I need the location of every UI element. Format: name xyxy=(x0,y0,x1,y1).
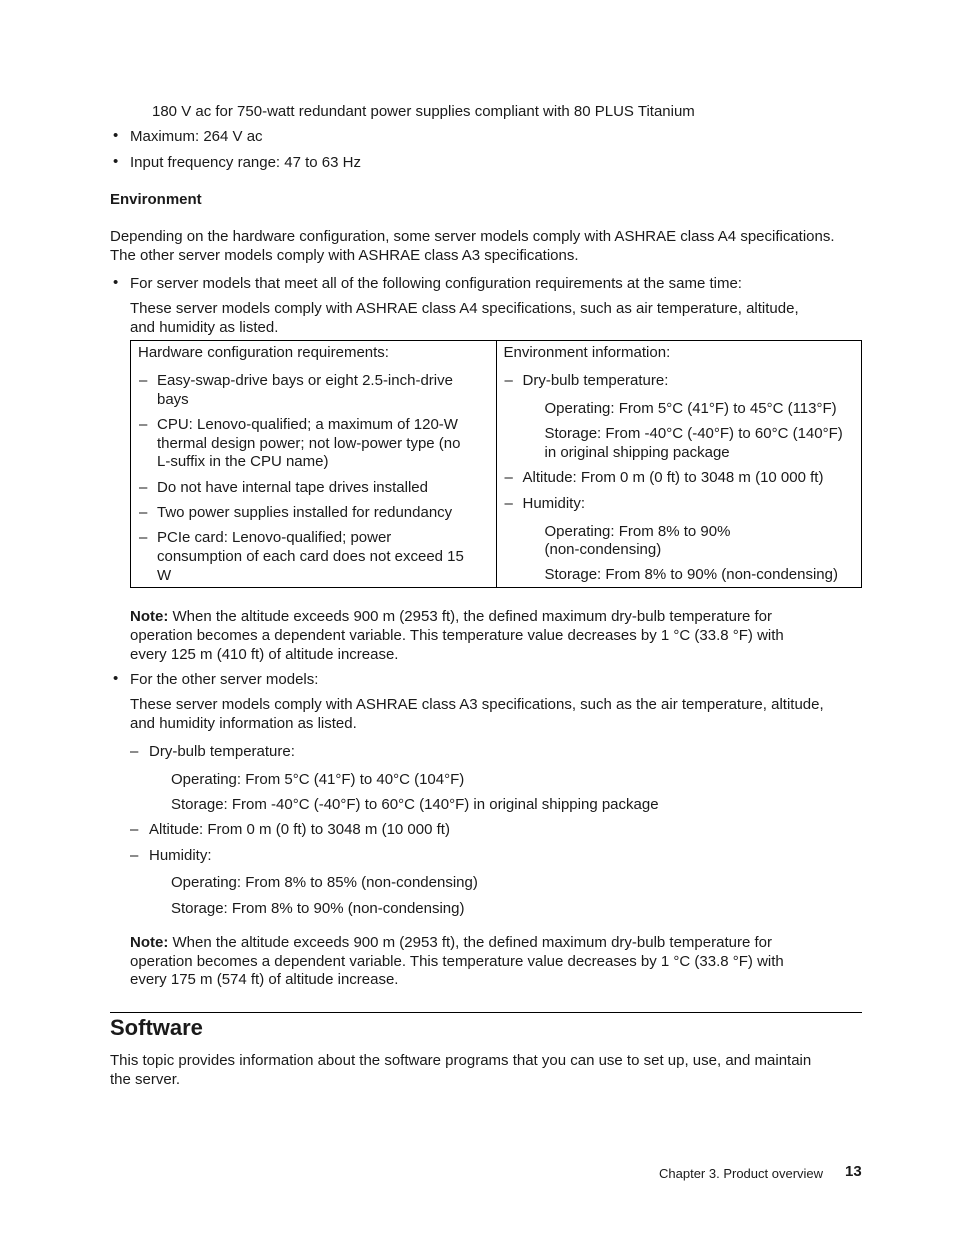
a3-bullet-text: For the other server models: xyxy=(130,671,319,688)
a3-description-line: These server models comply with ASHRAE class A3 specifications, such as the air temperature, altitude, xyxy=(130,696,824,713)
a4-description-line: and humidity as listed. xyxy=(130,319,279,336)
dash-icon: – xyxy=(130,743,139,760)
a3-drybulb-label: Dry-bulb temperature: xyxy=(149,743,295,760)
a4-note xyxy=(130,607,772,626)
requirement-line: consumption of each card does not exceed 15 xyxy=(157,548,464,565)
a3-humidity-label: Humidity: xyxy=(149,847,212,864)
a4-drybulb-operating: Operating: From 5°C (41°F) to 45°C (113°F) xyxy=(544,400,837,417)
a4-humidity-label: Humidity: xyxy=(522,495,586,512)
environment-information-header: Environment information: xyxy=(503,344,671,361)
bullet-icon: • xyxy=(113,670,119,687)
a4-description-line: These server models comply with ASHRAE class A4 specifications, such as air temperature, altitude, xyxy=(130,300,799,317)
software-text: This topic provides information about the software programs that you can use to set up, use, and maintain xyxy=(110,1052,812,1069)
bullet-icon: • xyxy=(113,274,119,291)
note-text: When the altitude exceeds 900 m (2953 ft), the defined maximum dry-bulb temperature for xyxy=(172,934,772,951)
power-titanium-text: 180 V ac for 750-watt redundant power supplies compliant with 80 PLUS Titanium xyxy=(152,103,695,120)
a3-drybulb-operating: Operating: From 5°C (41°F) to 40°C (104°F) xyxy=(171,771,465,788)
note-text: When the altitude exceeds 900 m (2953 ft), the defined maximum dry-bulb temperature for xyxy=(172,608,772,625)
dash-icon: – xyxy=(130,847,139,864)
environment-intro-line: The other server models comply with ASHRAE class A3 specifications. xyxy=(110,247,579,264)
bullet-icon: • xyxy=(113,153,119,170)
power-frequency-text: Input frequency range: 47 to 63 Hz xyxy=(130,154,361,171)
a4-requirements-table xyxy=(130,340,862,588)
page-number: 13 xyxy=(845,1163,862,1180)
a3-altitude: Altitude: From 0 m (0 ft) to 3048 m (10 000 ft) xyxy=(149,821,450,838)
requirement-line: L-suffix in the CPU name) xyxy=(157,453,329,470)
a4-bullet-text: For server models that meet all of the following configuration requirements at the same time: xyxy=(130,275,742,292)
dash-icon: – xyxy=(504,469,513,486)
requirement-line: thermal design power; not low-power type (no xyxy=(157,435,461,452)
a4-humidity-operating: (non-condensing) xyxy=(544,541,662,558)
requirement-line: bays xyxy=(157,391,189,408)
dash-icon: – xyxy=(504,372,513,389)
a4-drybulb-label: Dry-bulb temperature: xyxy=(522,372,669,389)
requirement-line: Do not have internal tape drives installed xyxy=(157,479,428,496)
dash-icon: – xyxy=(139,529,148,546)
dash-icon: – xyxy=(139,372,148,389)
hardware-requirements-header: Hardware configuration requirements: xyxy=(138,344,389,361)
a4-drybulb-storage: Storage: From -40°C (-40°F) to 60°C (140°F) xyxy=(544,425,843,442)
dash-icon: – xyxy=(139,416,148,433)
a4-humidity-storage: Storage: From 8% to 90% (non-condensing) xyxy=(544,566,838,583)
requirement-line: W xyxy=(157,567,172,584)
hardware-requirements-cell xyxy=(131,341,497,588)
a3-note xyxy=(130,933,772,952)
requirement-line: Two power supplies installed for redundancy xyxy=(157,504,453,521)
note-text: operation becomes a dependent variable. This temperature value decreases by 1 °C (33.8 °F) with xyxy=(130,953,784,970)
bullet-icon: • xyxy=(113,127,119,144)
requirement-line: Easy-swap-drive bays or eight 2.5-inch-drive xyxy=(157,372,453,389)
section-divider xyxy=(110,1012,862,1013)
power-maximum-text: Maximum: 264 V ac xyxy=(130,128,263,145)
environment-intro-line: Depending on the hardware configuration, some server models comply with ASHRAE class A4 specifications. xyxy=(110,228,835,245)
note-label: Note: xyxy=(130,608,169,625)
a3-description-line: and humidity information as listed. xyxy=(130,715,357,732)
dash-icon: – xyxy=(504,495,513,512)
a4-humidity-operating: Operating: From 8% to 90% xyxy=(544,523,731,540)
a3-humidity-operating: Operating: From 8% to 85% (non-condensing) xyxy=(171,874,478,891)
dash-icon: – xyxy=(139,504,148,521)
a3-drybulb-storage: Storage: From -40°C (-40°F) to 60°C (140°F) in original shipping package xyxy=(171,796,659,813)
a4-drybulb-storage: in original shipping package xyxy=(544,444,730,461)
environment-information-cell xyxy=(496,341,862,588)
note-text: every 125 m (410 ft) of altitude increase. xyxy=(130,646,399,663)
a3-humidity-storage: Storage: From 8% to 90% (non-condensing) xyxy=(171,900,465,917)
dash-icon: – xyxy=(130,821,139,838)
dash-icon: – xyxy=(139,479,148,496)
environment-heading: Environment xyxy=(110,191,202,208)
requirement-line: PCIe card: Lenovo-qualified; power xyxy=(157,529,392,546)
note-label: Note: xyxy=(130,934,169,951)
note-text: operation becomes a dependent variable. This temperature value decreases by 1 °C (33.8 °F) with xyxy=(130,627,784,644)
footer-chapter: Chapter 3. Product overview xyxy=(659,1166,824,1181)
note-text: every 175 m (574 ft) of altitude increase. xyxy=(130,971,399,988)
software-text: the server. xyxy=(110,1071,181,1088)
a4-altitude: Altitude: From 0 m (0 ft) to 3048 m (10 000 ft) xyxy=(522,469,824,486)
software-heading: Software xyxy=(110,1015,203,1040)
requirement-line: CPU: Lenovo-qualified; a maximum of 120-W xyxy=(157,416,458,433)
